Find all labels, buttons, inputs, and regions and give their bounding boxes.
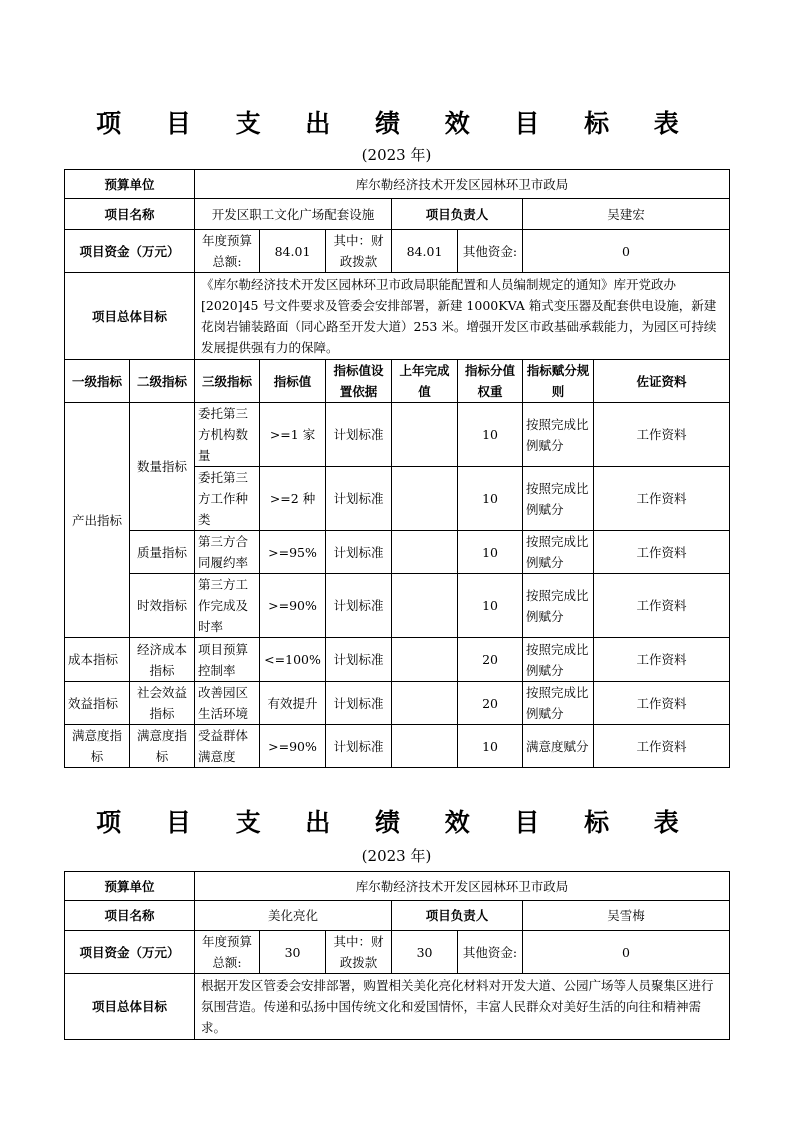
rule-cell: 按照完成比例赋分 xyxy=(523,403,594,467)
rule-cell: 满意度赋分 xyxy=(523,725,594,768)
other-funds-label: 其他资金: xyxy=(458,230,523,273)
weight-cell: 10 xyxy=(458,574,523,638)
rule-cell: 按照完成比例赋分 xyxy=(523,531,594,574)
value-cell: >=95% xyxy=(260,531,326,574)
l2-cell: 数量指标 xyxy=(130,403,195,531)
project-funds-label: 项目资金（万元） xyxy=(65,931,195,974)
l2-cell: 质量指标 xyxy=(130,531,195,574)
table-row xyxy=(65,725,730,768)
l3-cell: 项目预算控制率 xyxy=(195,638,260,682)
l2-cell: 社会效益指标 xyxy=(130,682,195,725)
evidence-cell: 工作资料 xyxy=(594,531,730,574)
other-funds-value: 0 xyxy=(523,931,730,974)
rule-cell: 按照完成比例赋分 xyxy=(523,682,594,725)
l2-cell: 时效指标 xyxy=(130,574,195,638)
weight-cell: 10 xyxy=(458,467,523,531)
basis-cell: 计划标准 xyxy=(326,531,392,574)
weight-cell: 10 xyxy=(458,531,523,574)
evidence-cell: 工作资料 xyxy=(594,682,730,725)
weight-cell: 20 xyxy=(458,682,523,725)
other-funds-label: 其他资金: xyxy=(458,931,523,974)
evidence-cell: 工作资料 xyxy=(594,638,730,682)
project-name-label: 项目名称 xyxy=(65,901,195,931)
l3-cell: 委托第三方机构数量 xyxy=(195,403,260,467)
last-year-cell xyxy=(392,638,458,682)
budget-unit-label: 预算单位 xyxy=(65,872,195,901)
basis-cell: 计划标准 xyxy=(326,638,392,682)
other-funds-value: 0 xyxy=(523,230,730,273)
table-row xyxy=(65,574,730,638)
header-l3: 三级指标 xyxy=(195,360,260,403)
project-name-value: 开发区职工文化广场配套设施 xyxy=(195,199,392,230)
annual-budget-value: 30 xyxy=(260,931,326,974)
l1-cell: 满意度指标 xyxy=(65,725,130,768)
table-row xyxy=(65,403,730,467)
l3-cell: 第三方合同履约率 xyxy=(195,531,260,574)
value-cell: >=90% xyxy=(260,574,326,638)
header-l2: 二级指标 xyxy=(130,360,195,403)
project-name-value: 美化亮化 xyxy=(195,901,392,931)
evidence-cell: 工作资料 xyxy=(594,403,730,467)
annual-budget-label: 年度预算总额: xyxy=(195,931,260,974)
l1-cell: 成本指标 xyxy=(65,638,130,682)
basis-cell: 计划标准 xyxy=(326,725,392,768)
basis-cell: 计划标准 xyxy=(326,574,392,638)
last-year-cell xyxy=(392,574,458,638)
rule-cell: 按照完成比例赋分 xyxy=(523,638,594,682)
fiscal-funds-value: 30 xyxy=(392,931,458,974)
project-leader-label: 项目负责人 xyxy=(392,199,523,230)
header-weight: 指标分值权重 xyxy=(458,360,523,403)
l3-cell: 受益群体满意度 xyxy=(195,725,260,768)
table-row xyxy=(65,638,730,682)
annual-budget-value: 84.01 xyxy=(260,230,326,273)
last-year-cell xyxy=(392,682,458,725)
l2-cell: 满意度指标 xyxy=(130,725,195,768)
table-row xyxy=(65,682,730,725)
l2-cell: 经济成本指标 xyxy=(130,638,195,682)
page-title: 项 目 支 出 绩 效 目 标 表 xyxy=(96,109,697,138)
overall-goal-label: 项目总体目标 xyxy=(65,974,195,1040)
header-value: 指标值 xyxy=(260,360,326,403)
last-year-cell xyxy=(392,403,458,467)
value-cell: >=2 种 xyxy=(260,467,326,531)
basis-cell: 计划标准 xyxy=(326,403,392,467)
last-year-cell xyxy=(392,467,458,531)
project-leader-value: 吴雪梅 xyxy=(523,901,730,931)
evidence-cell: 工作资料 xyxy=(594,725,730,768)
budget-unit-value: 库尔勒经济技术开发区园林环卫市政局 xyxy=(195,872,730,901)
last-year-cell xyxy=(392,725,458,768)
annual-budget-label: 年度预算总额: xyxy=(195,230,260,273)
performance-table xyxy=(64,871,730,1040)
overall-goal-label: 项目总体目标 xyxy=(65,273,195,360)
budget-unit-label: 预算单位 xyxy=(65,170,195,199)
project-leader-value: 吴建宏 xyxy=(523,199,730,230)
project-leader-label: 项目负责人 xyxy=(392,901,523,931)
year-label: (2023 年) xyxy=(361,146,432,164)
weight-cell: 10 xyxy=(458,725,523,768)
basis-cell: 计划标准 xyxy=(326,467,392,531)
budget-unit-value: 库尔勒经济技术开发区园林环卫市政局 xyxy=(195,170,730,199)
weight-cell: 10 xyxy=(458,403,523,467)
fiscal-funds-value: 84.01 xyxy=(392,230,458,273)
table-row xyxy=(65,531,730,574)
rule-cell: 按照完成比例赋分 xyxy=(523,574,594,638)
value-cell: <=100% xyxy=(260,638,326,682)
header-l1: 一级指标 xyxy=(65,360,130,403)
value-cell: >=1 家 xyxy=(260,403,326,467)
header-rule: 指标赋分规则 xyxy=(523,360,594,403)
project-name-label: 项目名称 xyxy=(65,199,195,230)
year-label: (2023 年) xyxy=(361,847,432,865)
header-evidence: 佐证资料 xyxy=(594,360,730,403)
evidence-cell: 工作资料 xyxy=(594,574,730,638)
last-year-cell xyxy=(392,531,458,574)
evidence-cell: 工作资料 xyxy=(594,467,730,531)
l1-cell: 效益指标 xyxy=(65,682,130,725)
project-funds-label: 项目资金（万元） xyxy=(65,230,195,273)
basis-cell: 计划标准 xyxy=(326,682,392,725)
header-basis: 指标值设置依据 xyxy=(326,360,392,403)
l1-cell: 产出指标 xyxy=(65,403,130,638)
page-title: 项 目 支 出 绩 效 目 标 表 xyxy=(96,808,697,837)
weight-cell: 20 xyxy=(458,638,523,682)
fiscal-funds-label: 其中：财政拨款 xyxy=(326,931,392,974)
l3-cell: 改善园区生活环境 xyxy=(195,682,260,725)
header-last-year: 上年完成值 xyxy=(392,360,458,403)
l3-cell: 委托第三方工作种类 xyxy=(195,467,260,531)
fiscal-funds-label: 其中：财政拨款 xyxy=(326,230,392,273)
rule-cell: 按照完成比例赋分 xyxy=(523,467,594,531)
overall-goal-text: 根据开发区管委会安排部署，购置相关美化亮化材料对开发大道、公园广场等人员聚集区进行氛围营造。传递和弘扬中国传统文化和爱国情怀，丰富人民群众对美好生活的向往和精神需求。 xyxy=(195,974,730,1040)
overall-goal-text: 《库尔勒经济技术开发区园林环卫市政局职能配置和人员编制规定的通知》库开党政办[2020]45 号文件要求及管委会安排部署，新建 1000KVA 箱式变压器及配套供电设施，新建花岗岩铺装路面（同心路至开发大道）253 米。增强开发区市政基础承载能力，为园区可持续发展提供强有力的保障。 xyxy=(195,273,730,360)
performance-table xyxy=(64,169,730,768)
l3-cell: 第三方工作完成及时率 xyxy=(195,574,260,638)
value-cell: 有效提升 xyxy=(260,682,326,725)
value-cell: >=90% xyxy=(260,725,326,768)
